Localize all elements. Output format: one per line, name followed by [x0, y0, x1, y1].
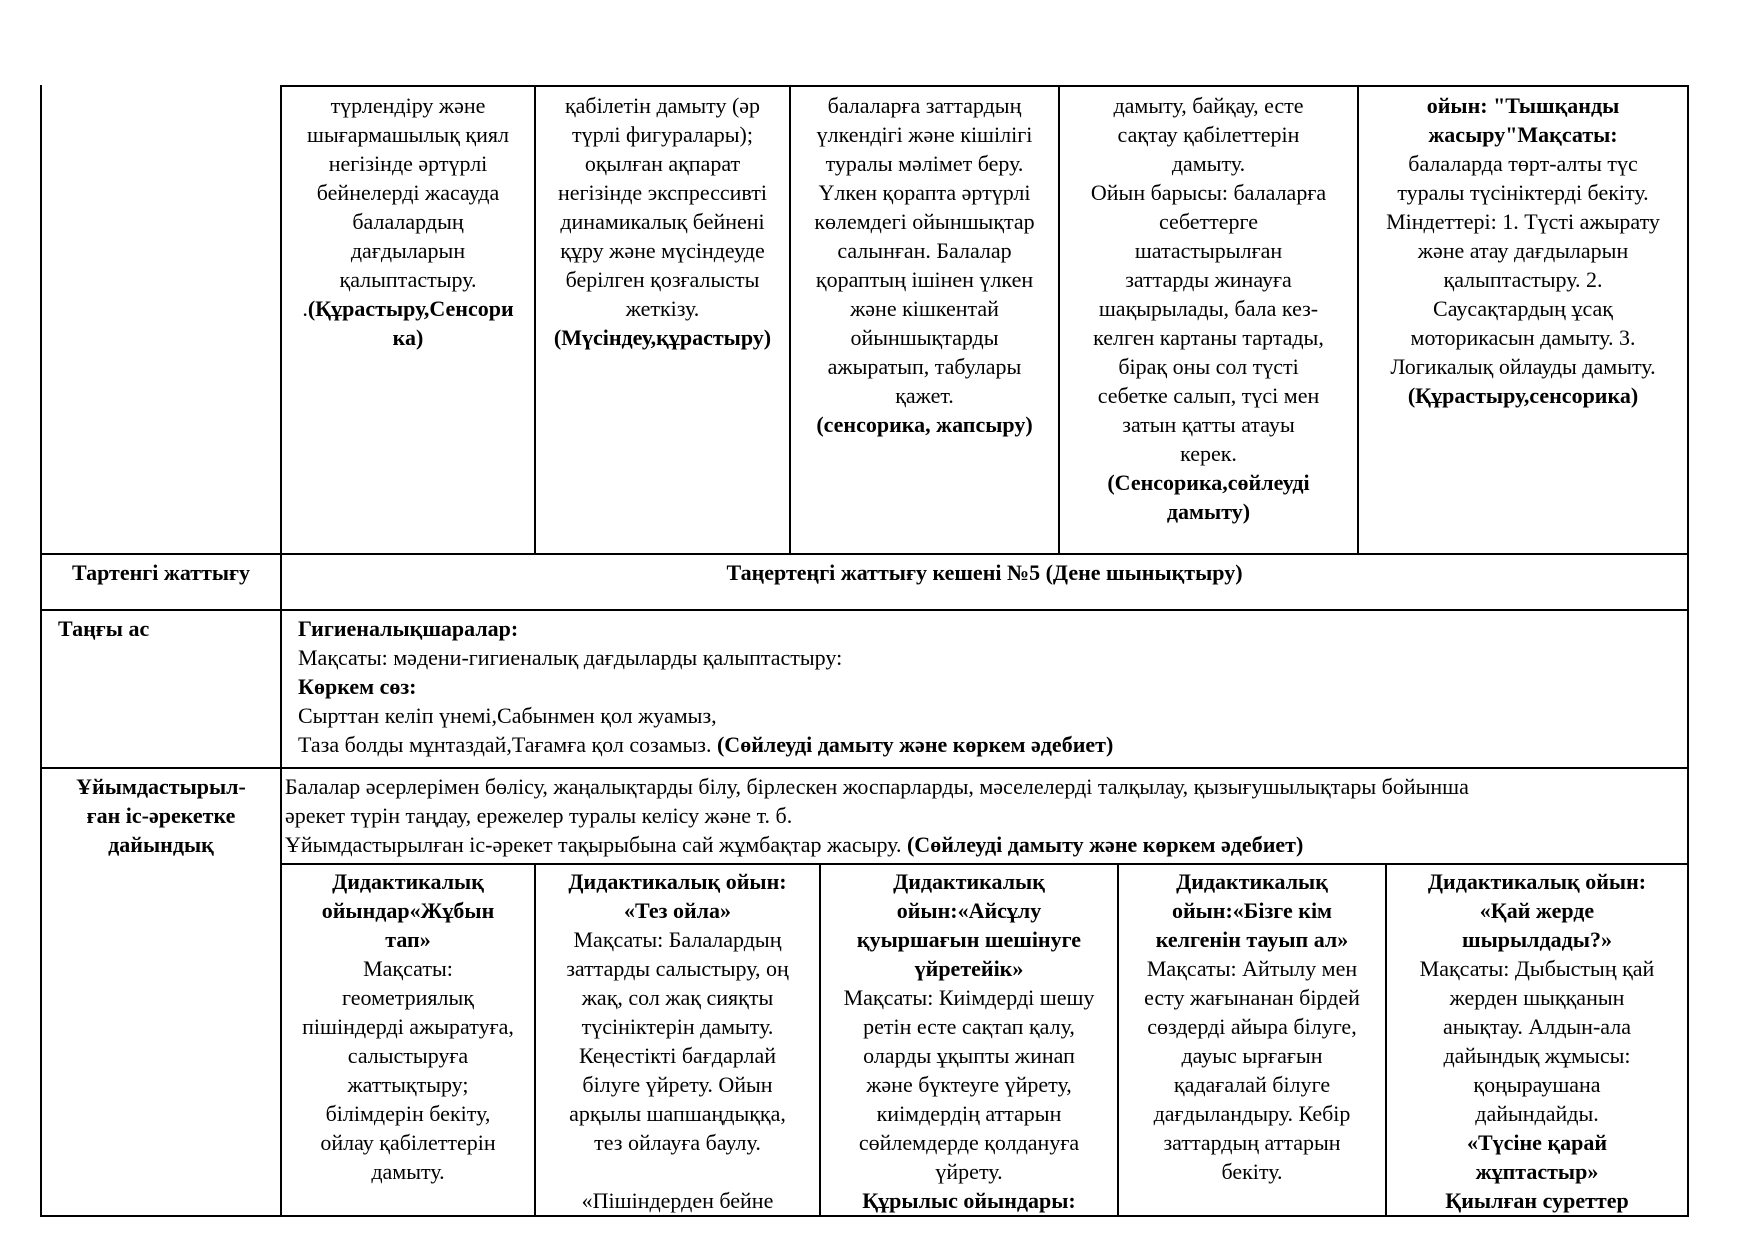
games-row-top-border	[280, 863, 1689, 865]
art-word-title: Көркем сөз:	[298, 674, 417, 699]
table-left-border	[40, 85, 42, 1215]
morning-exercise-content: Таңертеңгі жаттығу кешені №5 (Дене шынықтыру)	[726, 560, 1243, 585]
game-5-bold: «Түсіне қарай жұптастыр» Қиылған суреттер	[1445, 1130, 1629, 1213]
top-cell-5-text: балаларда төрт-алты түс туралы түсініктерді бекіту. Міндеттері: 1. Түсті ажырату және атау дағдыларын қалыптастыру. 2. Саусақтардың ұсақ моторикасын дамыту. 3. Логикалық ойлауды дамыту.	[1386, 151, 1660, 379]
breakfast-label: Таңғы ас	[58, 616, 150, 641]
prep-content	[285, 772, 1685, 859]
top-cell-1-prefix: .	[302, 296, 308, 321]
game-5-text: Мақсаты: Дыбыстың қай жерден шыққанын анықтау. Алдын-ала дайындық жұмысы: қоңыраушана дайындайды.	[1419, 956, 1655, 1126]
prep-label-text: Ұйымдастырыл- ған іс-әрекетке дайындық	[76, 774, 246, 857]
prep-paragraph-1: Балалар әсерлерімен бөлісу, жаңалықтарды білу, бірлескен жоспарларды, мәселелерді талқылау, қызығушылықтары бойынша әрекет түрін таңдау, ережелер туралы келісу және т. б.	[285, 774, 1469, 828]
top-cell-4	[1060, 91, 1357, 526]
top-cell-5-bold: (Құрастыру,сенсорика)	[1407, 383, 1639, 408]
game-3-bold: Құрылыс ойындары:	[862, 1188, 1076, 1213]
top-cell-2	[536, 91, 789, 352]
top-cell-1-bold: (Құрастыру,Сенсори ка)	[307, 296, 514, 350]
poem-line-1: Сырттан келіп үнемі,Сабынмен қол жуамыз,	[298, 703, 717, 728]
game-2-text: Мақсаты: Балалардың заттарды салыстыру, оң жақ, сол жақ сияқты түсініктерін дамыту. Кеңестікті бағдарлай білуге үйрету. Ойын арқылы шапшаңдыққа, тез ойлауға баулу.	[566, 927, 789, 1155]
top-cell-3-bold: (сенсорика, жапсыру)	[816, 412, 1033, 437]
game-cell-3	[821, 867, 1117, 1215]
game-2-title: Дидактикалық ойын: «Тез ойла»	[568, 869, 787, 923]
row-divider-1	[40, 553, 1689, 555]
game-4-text: Мақсаты: Айтылу мен есту жағынанан бірдей сөздерді айыра білуге, дауыс ырғағын қадағалай білуге дағдыландыру. Кебір заттардың аттарын бекіту.	[1144, 956, 1360, 1184]
table-bottom-border	[40, 1215, 1689, 1217]
row-divider-3	[40, 767, 1689, 769]
top-row-top-border	[280, 85, 1689, 87]
game-5-title: Дидактикалық ойын: «Қай жерде шырылдады?»	[1427, 869, 1647, 952]
game-4-title: Дидактикалық ойын:«Бізге кім келгенін тауып ал»	[1155, 869, 1349, 952]
game-cell-2	[536, 867, 819, 1215]
prep-paragraph-2: Ұйымдастырылған іс-әрекет тақырыбына сай жұмбақтар жасыру.	[285, 832, 907, 857]
prep-paragraph-2-bold: (Сөйлеуді дамыту және көркем әдебиет)	[906, 832, 1304, 857]
hygiene-goal: Мақсаты: мәдени-гигиеналық дағдыларды қалыптастыру:	[298, 645, 843, 670]
breakfast-content	[298, 614, 1683, 759]
game-3-text: Мақсаты: Киімдерді шешу ретін есте сақтап қалу, оларды ұқыпты жинап және бүктеуге үйрету, киімдердің аттарын сөйлемдерде қолдануға үйрету.	[843, 985, 1095, 1184]
game-1-text: Мақсаты: геометриялық пішіндерді ажыратуға, салыстыруға жаттықтыру; білімдерін бекіту, ойлау қабілеттерін дамыту.	[302, 956, 514, 1184]
top-cell-2-text: қабілетін дамыту (әр түрлі фигуралары); оқылған ақпарат негізінде экспрессивті динамикалық бейнені құру және мүсіндеуде берілген қозғалысты жеткізу.	[557, 93, 767, 321]
game-cell-5	[1387, 867, 1687, 1215]
table-right-border	[1687, 85, 1689, 1215]
game-cell-1	[282, 867, 534, 1186]
prep-label	[42, 772, 280, 859]
game-2-text-continued: «Пішіндерден бейне	[581, 1188, 774, 1213]
poem-line-2-bold: (Сөйлеуді дамыту және көркем әдебиет)	[716, 732, 1114, 757]
top-cell-4-bold: (Сенсорика,сөйлеуді дамыту)	[1107, 470, 1310, 524]
morning-exercise-label: Тартенгі жаттығу	[71, 560, 251, 585]
top-cell-2-bold: (Мүсіндеу,құрастыру)	[553, 325, 772, 350]
top-cell-5-bold-top: ойын: "Тышқанды жасыру"Мақсаты:	[1426, 93, 1620, 147]
game-1-title: Дидактикалық ойындар«Жұбын тап»	[321, 869, 495, 952]
top-cell-3	[791, 91, 1058, 439]
game-3-title: Дидактикалық ойын:«Айсұлу қуыршағын шешінуге үйретейік»	[856, 869, 1082, 981]
game-cell-4	[1119, 867, 1385, 1186]
hygiene-title: Гигиеналықшаралар:	[298, 616, 519, 641]
top-cell-1-text: түрлендіру және шығармашылық қиял негізінде әртүрлі бейнелерді жасауда балалардың дағдыларын қалыптастыру.	[307, 93, 509, 292]
top-cell-5	[1359, 91, 1687, 410]
top-cell-3-text: балаларға заттардың үлкендігі және кішілігі туралы мәлімет беру. Үлкен қорапта әртүрлі көлемдегі ойыншықтар салынған. Балалар қораптың ішінен үлкен және кішкентай ойыншықтарды ажыратып, табулары қажет.	[814, 93, 1035, 408]
poem-line-2: Таза болды мұнтаздай,Тағамға қол созамыз.	[298, 732, 717, 757]
row-divider-2	[40, 609, 1689, 611]
top-cell-4-text: дамыту, байқау, есте сақтау қабілеттерін дамыту. Ойын барысы: балаларға себеттерге шатастырылған заттарды жинауға шақырылады, бала кез- келген картаны тартады, бірақ оны сол түсті себетке салып, түсі мен затын қатты атауы керек.	[1090, 93, 1327, 466]
top-cell-1	[282, 91, 534, 352]
